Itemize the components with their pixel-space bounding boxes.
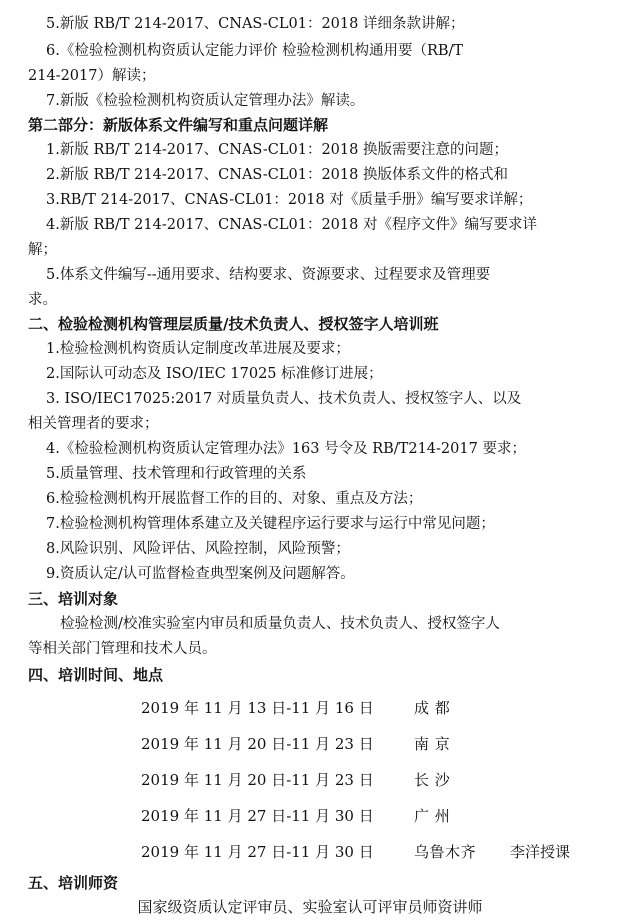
part1-item-5: 5.新版 RB/T 214-2017、CNAS-CL01：2018 详细条款讲解； — [46, 16, 465, 32]
schedule-city: 乌鲁木齐 — [414, 843, 477, 861]
part1-item-6-cont: 214-2017）解读； — [28, 68, 156, 84]
schedule-dates: 2019 年 11 月 13 日-11 月 16 日 — [141, 699, 374, 717]
section2-item-5: 5.质量管理、技术管理和行政管理的关系 — [46, 466, 307, 482]
part1-item-7: 7.新版《检验检测机构资质认定管理办法》解读。 — [46, 93, 365, 109]
section2-item-2: 2.国际认可动态及 ISO/IEC 17025 标准修订进展； — [46, 366, 383, 382]
section2-item-3-cont: 相关管理者的要求； — [28, 416, 159, 432]
part1-item-6: 6.《检验检测机构资质认定能力评价 检验检测机构通用要（RB/T — [46, 43, 464, 59]
schedule-city: 南 京 — [414, 735, 451, 753]
section2-item-1: 1.检验检测机构资质认定制度改革进展及要求； — [46, 341, 350, 357]
section3-text-1: 检验检测/校准实验室内审员和质量负责人、技术负责人、授权签字人 — [60, 616, 500, 632]
schedule-row — [0, 802, 620, 830]
schedule-teacher: 李洋授课 — [510, 843, 571, 861]
section4-heading: 四、培训时间、地点 — [28, 666, 164, 684]
schedule-row — [0, 838, 620, 866]
schedule-dates: 2019 年 11 月 27 日-11 月 30 日 — [141, 843, 374, 861]
schedule-dates: 2019 年 11 月 20 日-11 月 23 日 — [141, 771, 374, 789]
part2-item-2: 2.新版 RB/T 214-2017、CNAS-CL01：2018 换版体系文件的格式和 — [46, 167, 508, 183]
section2-heading: 二、检验检测机构管理层质量/技术负责人、授权签字人培训班 — [28, 315, 439, 333]
section2-item-3: 3. ISO/IEC17025:2017 对质量负责人、技术负责人、授权签字人、以及 — [46, 391, 522, 407]
schedule-city: 广 州 — [414, 807, 451, 825]
section3-text-2: 等相关部门管理和技术人员。 — [28, 641, 217, 657]
section2-item-4: 4.《检验检测机构资质认定管理办法》163 号令及 RB/T214-2017 要求； — [46, 441, 526, 457]
section5-heading: 五、培训师资 — [28, 874, 119, 892]
part2-item-1: 1.新版 RB/T 214-2017、CNAS-CL01：2018 换版需要注意的问题； — [46, 142, 508, 158]
section5-text: 国家级资质认定评审员、实验室认可评审员师资讲师 — [137, 898, 483, 916]
schedule-row — [0, 730, 620, 758]
part2-heading: 第二部分：新版体系文件编写和重点问题详解 — [28, 116, 329, 134]
part2-item-3: 3.RB/T 214-2017、CNAS-CL01：2018 对《质量手册》编写要求详解； — [46, 192, 533, 208]
section2-item-7: 7.检验检测机构管理体系建立及关键程序运行要求与运行中常见问题； — [46, 516, 495, 532]
section2-item-8: 8.风险识别、风险评估、风险控制，风险预警； — [46, 541, 350, 557]
schedule-dates: 2019 年 11 月 27 日-11 月 30 日 — [141, 807, 374, 825]
section3-heading: 三、培训对象 — [28, 590, 119, 608]
part2-item-5-cont: 求。 — [28, 292, 57, 308]
schedule-row — [0, 694, 620, 722]
schedule-city: 长 沙 — [414, 771, 451, 789]
section2-item-9: 9.资质认定/认可监督检查典型案例及问题解答。 — [46, 566, 355, 582]
schedule-city: 成 都 — [414, 699, 451, 717]
part2-item-4: 4.新版 RB/T 214-2017、CNAS-CL01：2018 对《程序文件》编写要求详 — [46, 217, 537, 233]
schedule-row — [0, 766, 620, 794]
part2-item-5: 5.体系文件编写--通用要求、结构要求、资源要求、过程要求及管理要 — [46, 267, 491, 283]
schedule-dates: 2019 年 11 月 20 日-11 月 23 日 — [141, 735, 374, 753]
section2-item-6: 6.检验检测机构开展监督工作的目的、对象、重点及方法； — [46, 491, 423, 507]
part2-item-4-cont: 解； — [28, 242, 57, 258]
